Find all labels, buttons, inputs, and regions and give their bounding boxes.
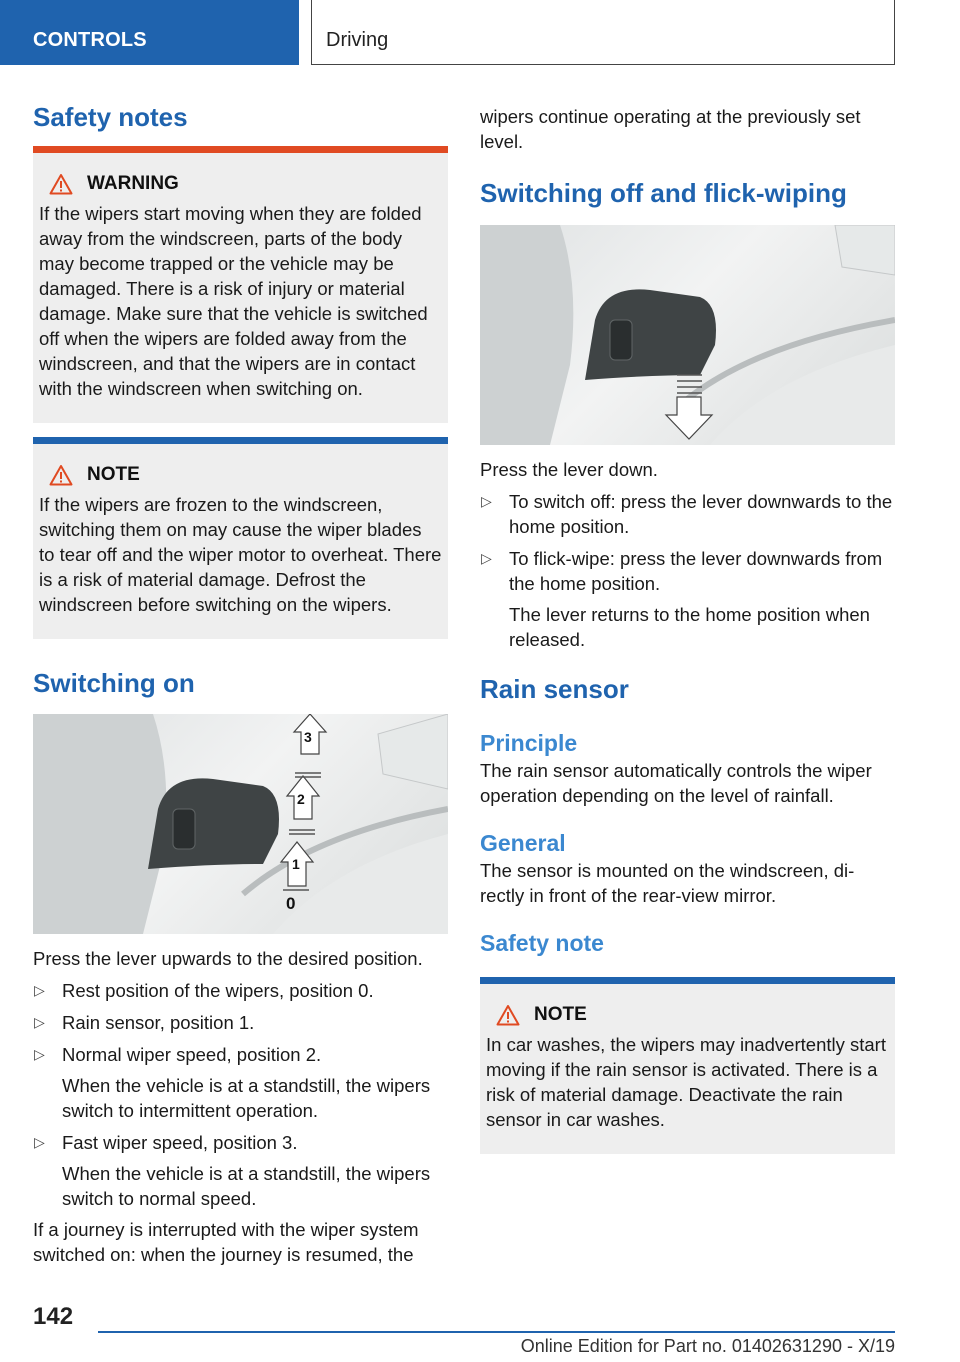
principle-heading: Principle [480,730,578,756]
position-label-0: 0 [286,894,296,913]
continuation-text: wipers continue operating at the previously set level. [480,106,861,152]
principle-text: The rain sensor automatically controls the wiper operation depending on the level of rainfall. [480,760,872,806]
warning-box [33,146,448,423]
switching-on-intro: Press the lever upwards to the desired position. [33,948,423,969]
page-number: 142 [33,1303,74,1330]
list-item: ▷ Rain sensor, position 1. [34,1012,255,1033]
flick-wiping-heading: Switching off and flick-wiping [480,178,847,208]
safety-note-heading: Safety note [480,930,604,956]
section-tab [0,0,299,65]
chapter-tab [311,0,895,65]
list-item: ▷ To flick-wipe: press the lever downwards from the home position. [481,548,883,594]
bullet-arrow-icon: ▷ [34,982,45,998]
bullet-arrow-icon: ▷ [481,550,492,566]
right-column [480,104,895,1154]
list-item: ▷ To switch off: press the lever downwards to the home position. [481,491,893,537]
flick-intro: Press the lever down. [480,459,658,480]
note-label: NOTE [87,464,140,485]
list-sub-text: When the vehicle is at a standstill, the wipers switch to normal speed. [62,1163,431,1209]
wiper-lever-up-illustration [33,714,448,934]
chapter-title: Driving [326,29,389,51]
list-item: ▷ Fast wiper speed, position 3. [34,1132,298,1153]
warning-triangle-icon [49,464,73,486]
safety-notes-heading: Safety notes [33,102,188,132]
general-text: The sensor is mounted on the windscreen, di-rectly in front of the rear-view mirror. [480,860,855,906]
warning-label: WARNING [87,173,179,194]
bullet-arrow-icon: ▷ [34,1046,45,1062]
general-heading: General [480,830,566,856]
footer-divider [98,1331,895,1333]
left-column [33,100,448,1267]
switching-on-list [33,978,448,1067]
position-label-3: 3 [304,729,312,745]
warning-text: If the wipers start moving when they are folded away from the windscreen, parts of the body may become trapped or the vehicle may be damaged. There is a risk of injury or material damage. Make sure that the vehicle is switched off when the wipers are folded away from the windscreen, and that the wipers are in contact with the windscreen when switching on. [39,203,428,399]
switching-on-outro: If a journey is interrupted with the wiper system switched on: when the journey is resumed, the [33,1219,419,1265]
list-sub-text: The lever returns to the home position when released. [509,604,870,650]
wiper-lever-down-illustration [480,225,895,445]
car-wash-note-box [480,977,895,1154]
bullet-arrow-icon: ▷ [34,1134,45,1150]
warning-triangle-icon [49,173,73,195]
warning-triangle-icon [496,1004,520,1026]
footer-edition: Online Edition for Part no. 01402631290 - X/19 [520,1336,895,1356]
flick-list [480,489,895,596]
lever-up-drawing [33,714,448,934]
section-title: CONTROLS [33,29,147,51]
rain-sensor-heading: Rain sensor [480,674,629,704]
list-sub-text: When the vehicle is at a standstill, the wipers switch to intermittent operation. [62,1075,431,1121]
switching-on-heading: Switching on [33,668,195,698]
position-label-1: 1 [292,856,300,872]
bullet-arrow-icon: ▷ [34,1014,45,1030]
car-wash-note-text: In car washes, the wipers may inadvertently start moving if the rain sensor is activated. There is a risk of material damage. Deactivate the rain sensor in car washes. [486,1034,886,1130]
list-item: ▷ Rest position of the wipers, position 0. [34,980,374,1001]
lever-down-drawing [480,225,895,445]
note-box [33,437,448,639]
note-text: If the wipers are frozen to the windscreen, switching them on may cause the wiper blades to tear off and the wiper motor to overheat. There is a risk of material damage. Defrost the windscreen before switching on the wipers. [39,494,442,615]
bullet-arrow-icon: ▷ [481,493,492,509]
position-label-2: 2 [297,791,305,807]
note-label: NOTE [534,1004,587,1025]
switching-on-list-cont [33,1130,448,1155]
list-item: ▷ Normal wiper speed, position 2. [34,1044,322,1065]
